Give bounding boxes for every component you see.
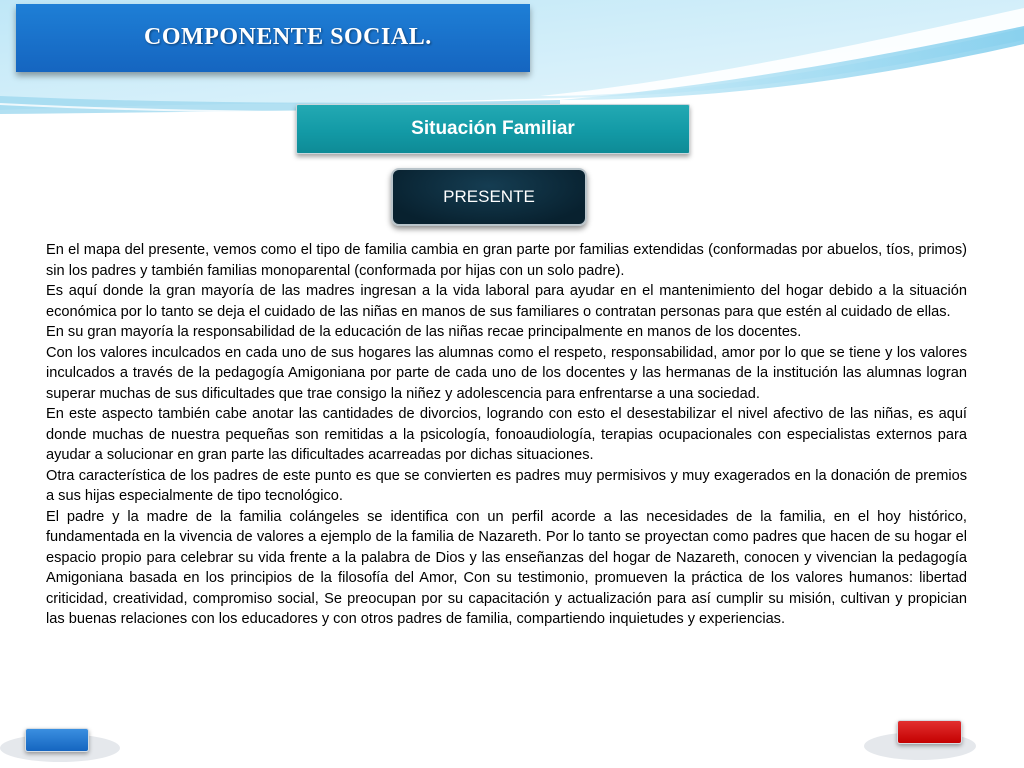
paragraph-6: Otra característica de los padres de este punto es que se convierten es padres muy permisivos y muy exagerados en la donación de premios a sus hijas especialmente de tipo tecnológico. (46, 467, 967, 504)
paragraph-2: Es aquí donde la gran mayoría de las madres ingresan a la vida laboral para ayudar en el mantenimiento del hogar debido a la situación económica por lo tanto se deja el cuidado de las niñas en manos de sus familiares o contratan personas para que estén al cuidado de ellas. (46, 283, 967, 320)
paragraph-5: En este aspecto también cabe anotar las cantidades de divorcios, logrando con esto el desestabilizar el nivel afectivo de las niñas, es aquí donde muchas de nuestra pequeñas son remitidas a la psicología, fonoaudiología, terapias ocupacionales con especialistas externos para ayudar a solucionar en gran parte las dificultades acarreadas por dichas situaciones. (46, 406, 967, 463)
paragraph-1: En el mapa del presente, vemos como el tipo de familia cambia en gran parte por familias extendidas (conformadas por abuelos, tíos, primos) sin los padres y también familias monoparental (conformada por hijas con un solo padre). (46, 242, 967, 279)
paragraph-4: Con los valores inculcados en cada uno de sus hogares las alumnas como el respeto, responsabilidad, amor por lo que se tiene y los valores inculcados a través de la pedagogía Amigoniana por parte de cada uno de los docentes y las hermanas de la institución las alumnas logran superar muchas de sus dificultades que trae consigo la niñez y adolescencia para enfrentarse a una sociedad. (46, 344, 967, 402)
paragraph-3: En su gran mayoría la responsabilidad de la educación de las niñas recae principalmente en manos de los docentes. (46, 324, 802, 340)
situacion-familiar-button[interactable]: Situación Familiar (296, 104, 690, 154)
presente-button[interactable]: PRESENTE (391, 168, 587, 226)
title-banner (16, 4, 530, 72)
next-slide-button[interactable] (897, 720, 962, 744)
slide-title: COMPONENTE SOCIAL. (144, 24, 432, 50)
body-text (46, 240, 967, 630)
previous-slide-button[interactable] (25, 728, 89, 752)
paragraph-7: El padre y la madre de la familia colángeles se identifica con un perfil acorde a las necesidades de la familia, en el hoy histórico, fundamentada en la vivencia de valores a ejemplo de la familia de Nazareth. Por lo tanto se proyectan como padres que hacen de su hogar el espacio propio para celebrar su vida frente a la palabra de Dios y las enseñanzas del hogar de Nazareth, conocen y vivencian la pedagogía Amigoniana basada en los principios de la filosofía del Amor, Con su testimonio, promueven la práctica de los valores humanos: libertad criticidad, creatividad, compromiso social, Se preocupan por su capacitación y actualización para así cumplir su misión, cultivan y propician las buenas relaciones con los educadores y con otros padres de familia, compartiendo inquietudes y experiencias. (46, 508, 967, 627)
